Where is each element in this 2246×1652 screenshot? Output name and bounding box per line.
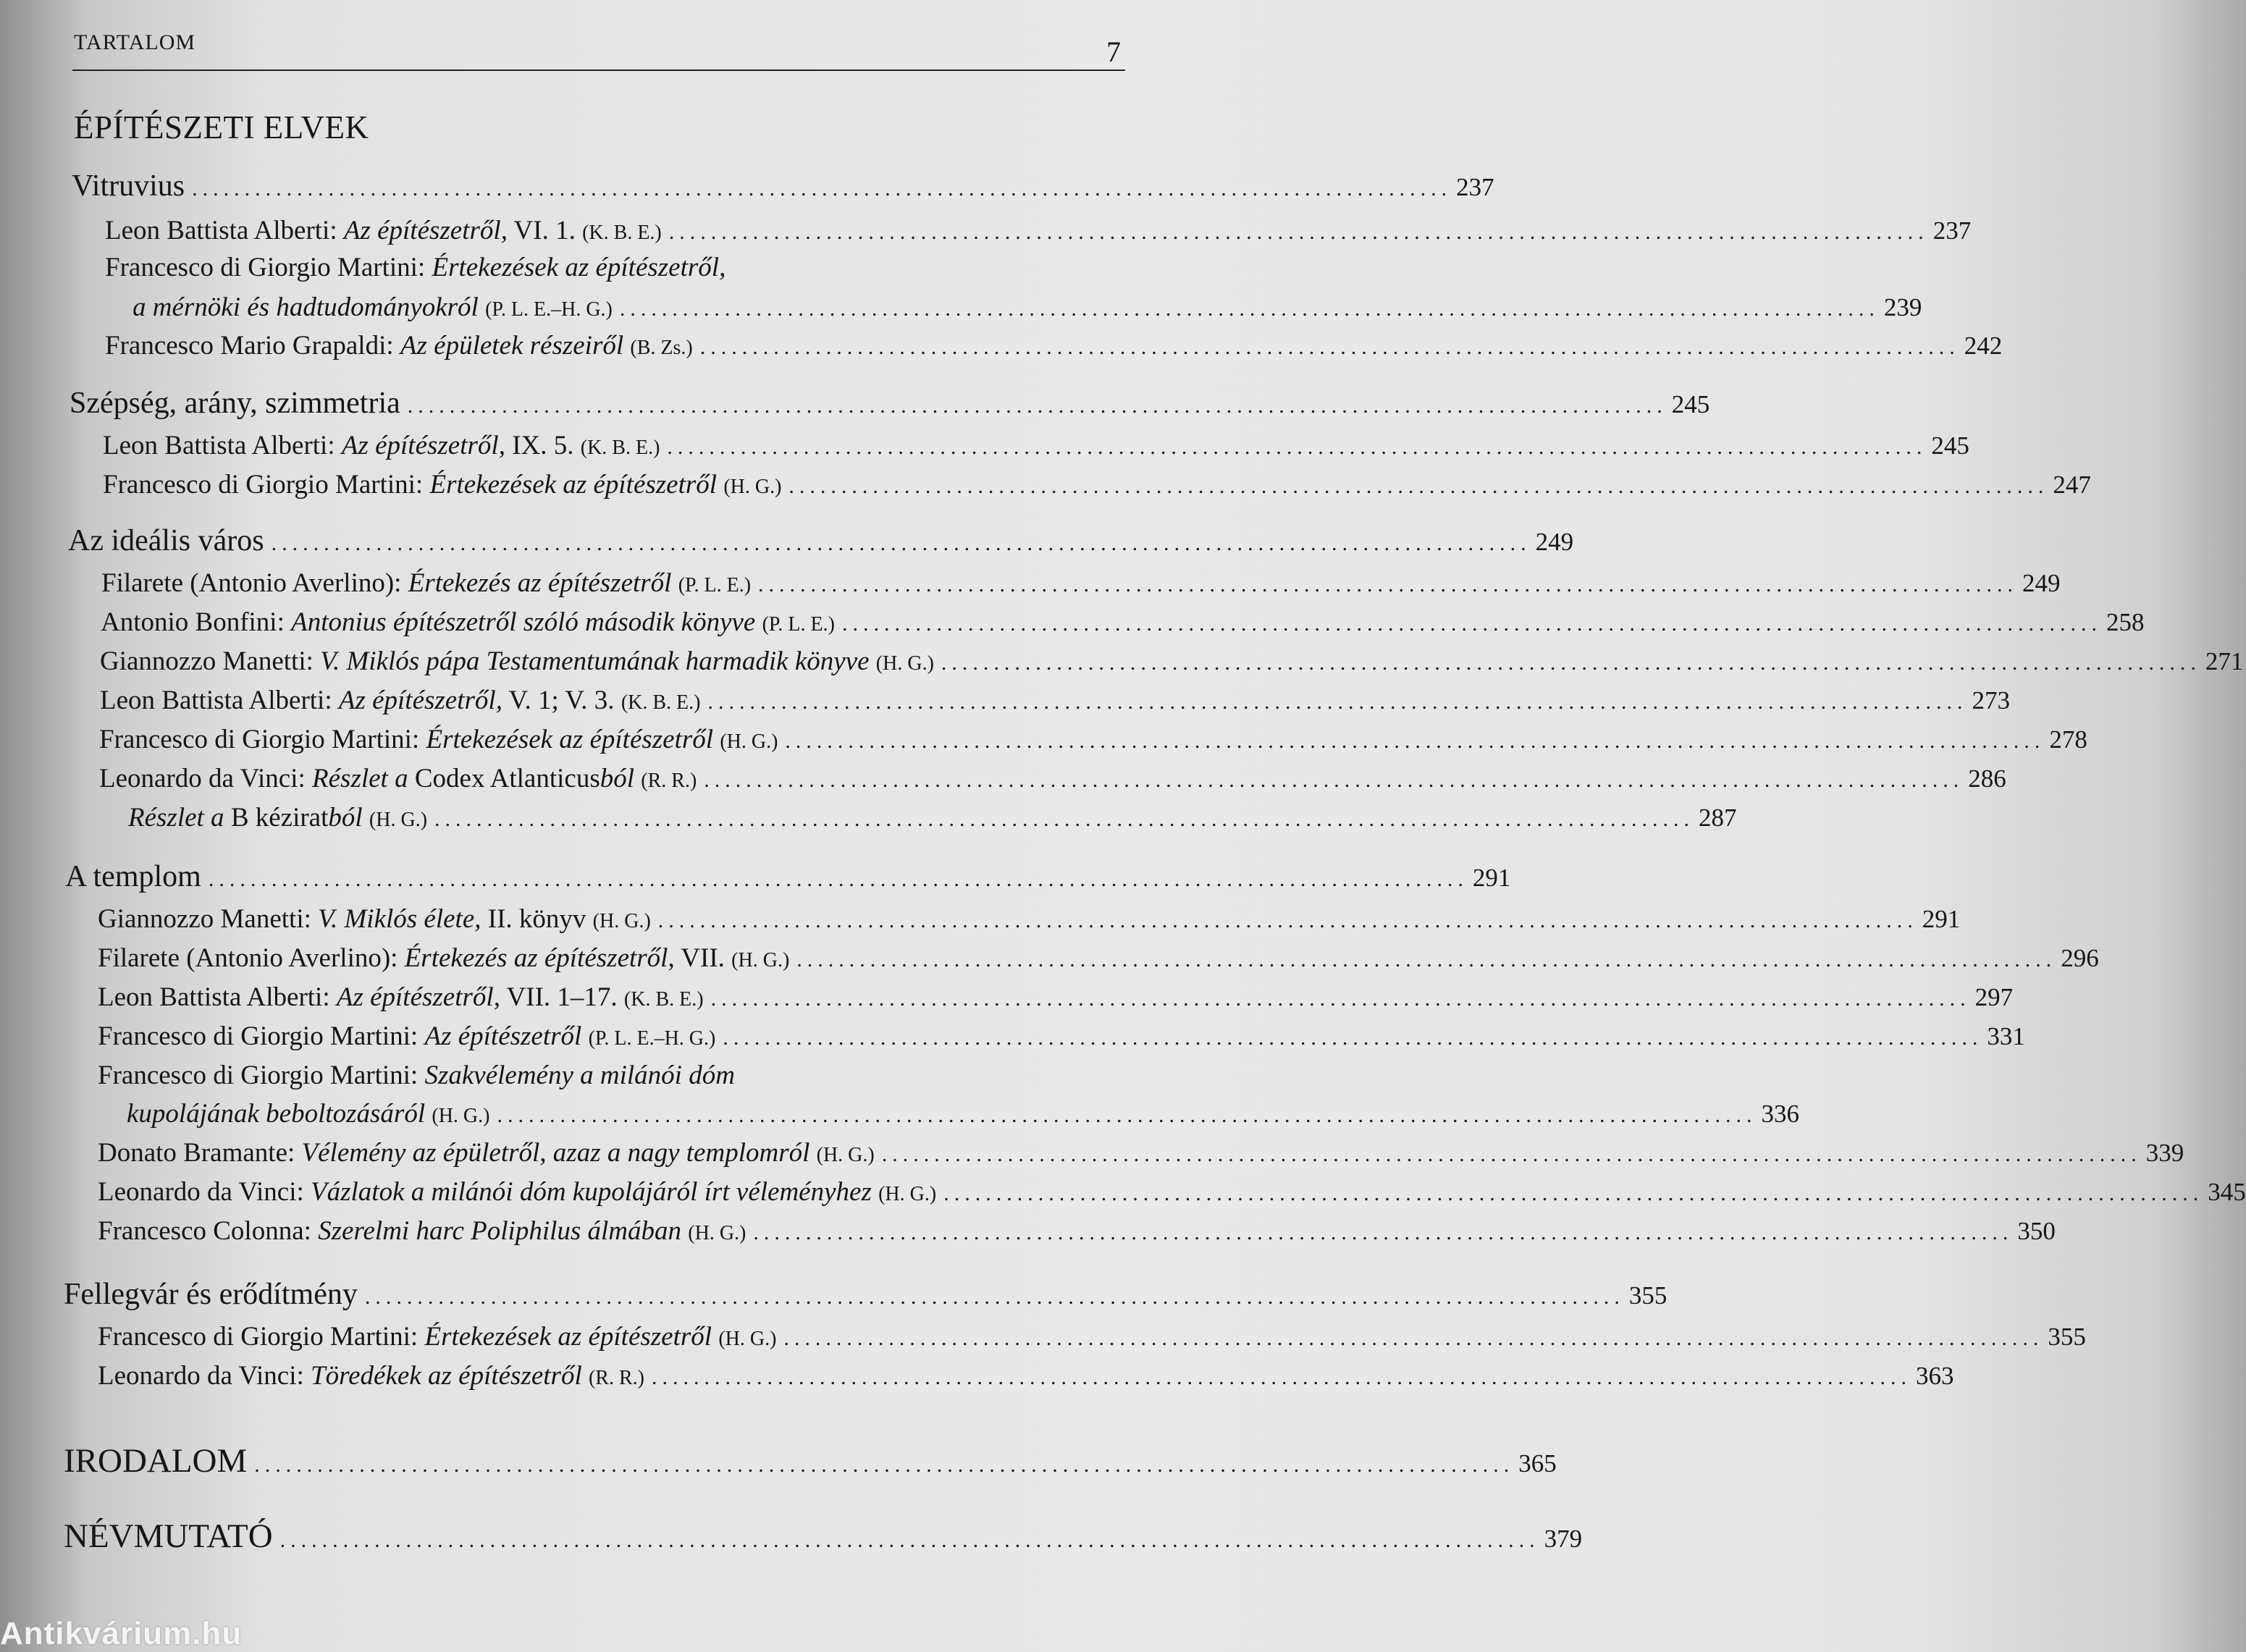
author: Francesco di Giorgio Martini: [103, 470, 424, 500]
toc-entry [98, 1020, 2025, 1053]
work-title: kupolájának beboltozásáról [127, 1099, 426, 1129]
dot-leader: ........................................................................................................................ [704, 768, 1964, 792]
entry-text [127, 1097, 489, 1133]
page-ref: 247 [2053, 471, 2091, 499]
toc-chapter-entry [64, 1276, 1667, 1312]
toc-entry [98, 1360, 1954, 1393]
chapter-title: A templom [65, 860, 201, 893]
dot-leader: ........................................................................................................................ [497, 1103, 1757, 1127]
page-ref: 245 [1671, 390, 1710, 418]
page-ref: 242 [1964, 332, 2003, 360]
dot-leader: ........................................................................................................................ [723, 1026, 1983, 1050]
work-title: Szakvélemény a milánói dóm [424, 1061, 735, 1090]
work-title: Az építészetről, [343, 216, 508, 245]
work-title: Szerelmi harc Poliphilus álmában [318, 1216, 682, 1246]
translator-initials: (H. G.) [720, 730, 778, 753]
work-title: Részlet a [128, 803, 224, 833]
author: Francesco di Giorgio Martini: [98, 1322, 419, 1352]
entry-text [98, 1137, 875, 1172]
work-title: Értekezések az építészetről [429, 470, 718, 500]
toc-chapter-entry [65, 859, 1511, 895]
dot-leader: ........................................................................................................................ [943, 1181, 2204, 1205]
author: Leonardo da Vinci: [98, 1177, 304, 1207]
translator-initials: (H. G.) [688, 1222, 746, 1244]
chapter-title: Fellegvár és erődítmény [64, 1278, 358, 1311]
entry-text [98, 1320, 776, 1356]
entry-text [103, 468, 781, 504]
running-header-title: TARTALOM [74, 30, 196, 54]
translator-initials: (H. G.) [723, 476, 782, 498]
translator-initials: (P. L. E.) [762, 613, 835, 636]
toc-chapter-entry [70, 385, 1710, 421]
entry-text [133, 291, 613, 326]
entry-text [100, 645, 934, 680]
dot-leader: ........................................................................................................................ [783, 1326, 2044, 1350]
entry-text [98, 1020, 715, 1055]
page-ref: 273 [1972, 686, 2010, 715]
toc-entry [101, 567, 2061, 600]
entry-text [98, 1059, 735, 1092]
translator-initials: (P. L. E.–H. G.) [485, 298, 613, 321]
work-title: V. Miklós élete, [318, 904, 481, 934]
translator-initials: (H. G.) [369, 809, 428, 831]
work-title: V. Miklós pápa Testamentumának harmadik könyve [320, 646, 870, 676]
author: Leon Battista Alberti: [98, 982, 330, 1012]
translator-initials: (H. G.) [731, 949, 790, 972]
entry-text [99, 723, 778, 759]
toc-part-entry [64, 1516, 1583, 1556]
author: Leonardo da Vinci: [99, 764, 306, 793]
toc-entry [98, 1176, 2246, 1209]
translator-initials: (H. G.) [878, 1183, 937, 1205]
toc-entry [98, 981, 2014, 1014]
work-title: Vázlatok a milánói dóm kupolájáról írt véleményhez [311, 1177, 872, 1207]
page-ref: 245 [1931, 431, 1969, 460]
work-title: Az építészetről [424, 1021, 582, 1051]
entry-text [98, 1176, 936, 1211]
work-title: Értekezések az építészetről [426, 725, 714, 754]
author: Leon Battista Alberti: [100, 686, 332, 715]
page-number: 7 [1106, 35, 1121, 68]
entry-text [105, 329, 693, 365]
page-ref: 365 [1518, 1449, 1557, 1478]
toc-entry [101, 606, 2145, 639]
page-ref: 297 [1974, 983, 2014, 1011]
work-subtitle: Codex Atlanticus [414, 764, 600, 793]
dot-leader: ........................................................................................................................ [407, 394, 1667, 418]
page-ref: 237 [1456, 173, 1494, 201]
toc-entry [99, 723, 2087, 757]
dot-leader: ........................................................................................................................ [651, 1365, 1911, 1389]
dot-leader: ........................................................................................................................ [364, 1285, 1625, 1309]
translator-initials: (K. B. E.) [580, 437, 660, 459]
entry-text [105, 251, 725, 285]
translator-initials: (H. G.) [592, 910, 651, 932]
author: Francesco di Giorgio Martini: [98, 1061, 419, 1090]
dot-leader: ........................................................................................................................ [254, 1453, 1515, 1477]
chapter-title: Szépség, arány, szimmetria [70, 387, 400, 420]
work-title: Értekezések az építészetről [424, 1322, 712, 1352]
toc-entry-continuation [128, 801, 1737, 835]
work-part: VI. 1. [513, 216, 576, 245]
toc-entry [98, 903, 1961, 936]
entry-text [98, 903, 651, 938]
watermark: Antikvárium.hu [0, 1616, 243, 1651]
page-ref: 331 [1987, 1022, 2025, 1050]
entry-text [98, 981, 704, 1016]
author: Francesco di Giorgio Martini: [105, 253, 426, 282]
translator-initials: (P. L. E.) [678, 574, 752, 597]
work-part: VII. 1–17. [506, 982, 618, 1012]
author: Filarete (Antonio Averlino): [101, 568, 402, 598]
dot-leader: ........................................................................................................................ [758, 573, 2019, 597]
translator-initials: (K. B. E.) [621, 691, 701, 714]
author: Giannozzo Manetti: [98, 904, 311, 934]
entry-text [98, 1360, 644, 1395]
dot-leader: ........................................................................................................................ [657, 909, 1918, 932]
page-ref: 296 [2061, 944, 2099, 972]
work-title: Részlet a [312, 764, 408, 793]
page-ref: 291 [1472, 864, 1511, 892]
work-title: Az építészetről, [336, 982, 500, 1012]
dot-leader: ........................................................................................................................ [668, 220, 1929, 244]
page-ref: 350 [2017, 1217, 2056, 1245]
dot-leader: ........................................................................................................................ [785, 729, 2045, 753]
work-title: Az építészetről, [341, 431, 505, 460]
toc-entry [105, 329, 2003, 363]
dot-leader: ........................................................................................................................ [841, 612, 2102, 636]
author: Leon Battista Alberti: [105, 216, 337, 245]
chapter-title: Vitruvius [72, 169, 185, 203]
work-part: II. könyv [487, 904, 586, 934]
dot-leader: ........................................................................................................................ [434, 807, 1695, 831]
page-ref: 278 [2049, 725, 2087, 754]
dot-leader: ........................................................................................................................ [271, 531, 1531, 555]
toc-entry [100, 645, 2244, 678]
entry-text [101, 567, 751, 602]
translator-initials: (H. G.) [875, 652, 934, 675]
page-ref: 249 [1535, 528, 1574, 556]
author: Leon Battista Alberti: [103, 431, 335, 460]
dot-leader: ........................................................................................................................ [619, 297, 1880, 321]
part-title: IRODALOM [64, 1442, 248, 1480]
page-ref: 287 [1699, 804, 1737, 832]
page-ref: 271 [2205, 647, 2244, 675]
page-ref: 355 [1628, 1281, 1667, 1310]
translator-initials: (K. B. E.) [623, 988, 704, 1011]
dot-leader: ........................................................................................................................ [881, 1142, 2142, 1166]
entry-text [100, 684, 700, 720]
toc-entry [98, 942, 2099, 975]
translator-initials: (R. R.) [588, 1367, 644, 1389]
translator-initials: (P. L. E.–H. G.) [588, 1027, 716, 1050]
work-title: a mérnöki és hadtudományokról [133, 292, 479, 322]
work-title: Az építészetről, [338, 686, 502, 715]
author: Francesco di Giorgio Martini: [98, 1021, 419, 1051]
page-ref: 379 [1544, 1525, 1583, 1553]
translator-initials: (H. G.) [432, 1105, 490, 1127]
dot-leader: ........................................................................................................................ [941, 651, 2201, 675]
page-ref: 339 [2145, 1139, 2184, 1167]
author: Francesco di Giorgio Martini: [99, 725, 420, 754]
translator-initials: (B. Zs.) [630, 337, 693, 359]
author: Donato Bramante: [98, 1138, 295, 1168]
work-title: Töredékek az építészetről [311, 1361, 582, 1391]
author: Filarete (Antonio Averlino): [98, 943, 398, 973]
work-title-suffix: ból [328, 803, 363, 833]
work-title: Vélemény az épületről, azaz a nagy templomról [301, 1138, 810, 1168]
dot-leader: ........................................................................................................................ [208, 867, 1468, 891]
author: Giannozzo Manetti: [100, 646, 314, 676]
toc-chapter-entry [68, 523, 1574, 559]
page-ref: 258 [2106, 608, 2145, 636]
toc-entry [105, 251, 725, 285]
entry-text [103, 429, 660, 465]
entry-text [128, 801, 427, 837]
toc-entry-continuation [127, 1097, 1799, 1131]
dot-leader: ........................................................................................................................ [279, 1528, 1540, 1552]
toc-part-entry [64, 1441, 1557, 1481]
toc-entry-continuation [133, 291, 1922, 324]
translator-initials: (K. B. E.) [582, 222, 662, 244]
author: Leonardo da Vinci: [98, 1361, 304, 1391]
entry-text [99, 762, 697, 798]
entry-text [105, 214, 662, 250]
translator-initials: (R. R.) [641, 770, 697, 792]
header-rule [72, 69, 1125, 71]
translator-initials: (H. G.) [718, 1328, 777, 1350]
toc-entry [98, 1320, 2086, 1354]
page-ref: 336 [1761, 1100, 1799, 1128]
work-title: Az épületek részeiről [400, 331, 624, 361]
toc-entry [98, 1059, 735, 1092]
work-part: V. 1; V. 3. [508, 686, 615, 715]
page-ref: 363 [1915, 1362, 1954, 1390]
work-part: VII. [681, 943, 725, 973]
work-subtitle: B kézirat [230, 803, 329, 833]
dot-leader: ........................................................................................................................ [796, 948, 2057, 972]
work-title: Értekezés az építészetről, [404, 943, 675, 973]
author: Francesco Colonna: [98, 1216, 311, 1246]
work-title-suffix: ból [600, 764, 635, 793]
dot-leader: ........................................................................................................................ [667, 435, 1927, 459]
part-title: NÉVMUTATÓ [64, 1517, 273, 1555]
dot-leader: ........................................................................................................................ [753, 1221, 2014, 1244]
toc-entry [98, 1137, 2184, 1170]
page-ref: 355 [2048, 1323, 2086, 1351]
dot-leader: ........................................................................................................................ [192, 177, 1452, 201]
toc-entry [99, 762, 2006, 796]
work-part: IX. 5. [512, 431, 574, 460]
chapter-title: Az ideális város [68, 524, 264, 557]
toc-entry [98, 1215, 2056, 1248]
section-heading: ÉPÍTÉSZETI ELVEK [74, 109, 369, 146]
page-ref: 345 [2208, 1178, 2246, 1206]
toc-entry [103, 468, 2091, 502]
entry-text [98, 1215, 746, 1250]
toc-entry [103, 429, 1969, 463]
page-ref: 237 [1932, 216, 1972, 245]
author: Antonio Bonfini: [101, 607, 285, 637]
toc-entry [100, 684, 2010, 717]
page-ref: 239 [1883, 293, 1922, 321]
dot-leader: ........................................................................................................................ [788, 474, 2049, 498]
toc-entry [105, 214, 1972, 248]
entry-text [98, 942, 789, 977]
page-ref: 249 [2022, 569, 2061, 597]
author: Francesco Mario Grapaldi: [105, 331, 394, 361]
dot-leader: ........................................................................................................................ [707, 690, 1968, 714]
page-ref: 291 [1922, 905, 1961, 933]
work-title: Értekezés az építészetről [408, 568, 672, 598]
entry-text [101, 606, 835, 641]
page-ref: 286 [1968, 764, 2006, 793]
work-title: Antonius építészetről szóló második könyve [291, 607, 756, 637]
translator-initials: (H. G.) [816, 1144, 875, 1166]
work-title: Értekezések az építészetről, [432, 253, 726, 282]
toc-chapter-entry [72, 168, 1494, 204]
dot-leader: ........................................................................................................................ [710, 987, 1971, 1011]
dot-leader: ........................................................................................................................ [699, 335, 1960, 359]
